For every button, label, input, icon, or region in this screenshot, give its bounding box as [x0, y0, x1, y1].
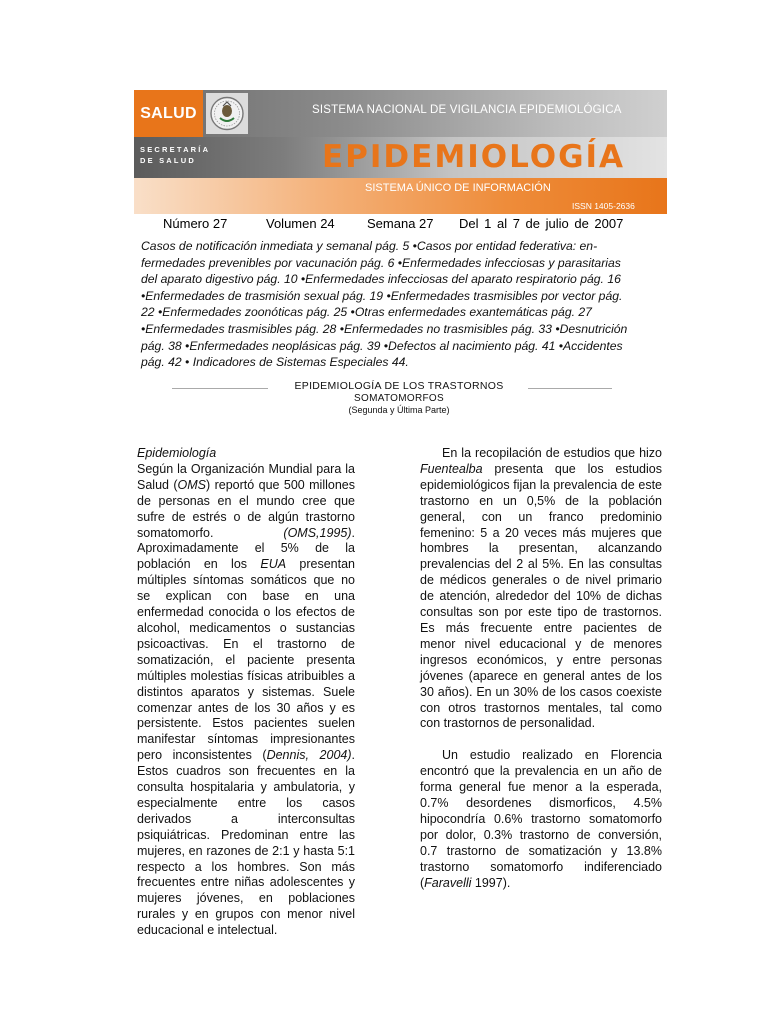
contents-summary — [141, 238, 661, 371]
section-heading: Epidemiología — [137, 446, 217, 460]
issn-label: ISSN 1405-2636 — [572, 201, 635, 211]
text-run: Un estudio realizado en Florencia encontró que la prevalencia en un año de forma general fue menor a la esperada, 0.7% desordenes dismorficos, 4.5% hipocondría 0.6% trastorno somatomorfo por dolor, 0.3% trastorno de conversión, 0.7 trastorno de somatización y 13.8% trastorno somatomorfo indiferenciado ( — [420, 748, 662, 890]
system-name: SISTEMA NACIONAL DE VIGILANCIA EPIDEMIOLÓGICA — [312, 104, 622, 116]
body-column-right — [420, 446, 662, 891]
summary-line: fermedades prevenibles por vacunación pág. 6 •Enfermedades infecciosas y parasitarias — [141, 255, 621, 270]
subsystem-name: SISTEMA ÚNICO DE INFORMACIÓN — [365, 182, 551, 194]
citation: Fuentealba — [420, 461, 483, 476]
text-run: . Estos cuadros son frecuentes en la consulta hospitalaria y ambulatoria, y especialmente entre los casos derivados a interconsultas psiquiátricas. Predominan entre las mujeres, en razones de 2:1 y hasta 5:1 respecto a los hombres. Son más frecuentes entre niñas adolescentes y mujeres jóvenes, en poblaciones rurales y en grupos con menor nivel educacional e intelectual. — [137, 748, 356, 938]
issue-week: Semana 27 — [367, 216, 434, 231]
body-paragraph — [420, 446, 662, 732]
issue-number: Número 27 — [163, 216, 228, 231]
citation: (OMS,1995) — [283, 525, 352, 540]
text-run: presenta que los estudios epidemiológicos fijan la prevalencia de este trastorno en un 0,5% de la población general, con un franco predominio femenino: 5 a 20 veces más mujeres que hombres la presentan, alcanzando prevalencias del 2 al 5%. En las consultas de médicos generales o de nivel primario de atención, alrededor del 10% de dichas consultas son por este tipo de trastornos. Es más frecuente entre pacientes de menor nivel educacional y de menores ingresos económicos, y entre personas jóvenes (aparece en general antes de los 30 años). En un 30% de los casos coexiste con otros trastornos mentales, tal como con trastornos de personalidad. — [420, 461, 662, 731]
citation: Dennis, 2004) — [266, 748, 352, 763]
citation: Faravelli — [424, 875, 472, 890]
summary-line: Casos de notificación inmediata y semanal pág. 5 •Casos por entidad federativa: en- — [141, 239, 598, 253]
text-run: 1997). — [471, 875, 511, 890]
summary-line: •Enfermedades de trasmisión sexual pág. 19 •Enfermedades trasmisibles por vector pág. — [141, 288, 623, 303]
title-rule-right — [528, 388, 612, 389]
banner-middle-bar — [134, 137, 667, 178]
article-title: EPIDEMIOLOGÍA DE LOS TRASTORNOS — [294, 380, 504, 392]
text-run: Según la Organización Mundial para la Salud ( — [137, 461, 355, 492]
summary-line: •Enfermedades trasmisibles pág. 28 •Enfermedades no trasmisibles pág. 33 •Desnutrición — [141, 321, 628, 336]
issue-date: Del 1 al 7 de julio de 2007 — [459, 216, 624, 231]
title-rule-left — [172, 388, 268, 389]
secretaria-line-2: DE SALUD — [140, 156, 196, 165]
text-run: presentan múltiples síntomas somáticos que no se explican con base en una enfermedad conocida o los efectos de alcohol, medicamentos o sustancias psicoactivas. En el trastorno de somatización, el paciente presenta múltiples molestias físicas atribuibles a distintos aparatos y sistemas. Suele comenzar antes de los 30 años y es persistente. Estos pacientes suelen manifestar síntomas impresionantes pero inconsistentes ( — [137, 557, 355, 763]
banner-top-bar — [134, 90, 667, 137]
summary-line: del aparato digestivo pág. 10 •Enfermedades infecciosas del aparato respiratorio pág. 16 — [141, 272, 621, 287]
header-banner — [134, 90, 667, 214]
summary-line: pág. 38 •Enfermedades neoplásicas pág. 39 •Defectos al nacimiento pág. 41 •Accidentes — [141, 338, 623, 353]
summary-line: 22 •Enfermedades zoonóticas pág. 25 •Otras enfermedades exantemáticas pág. 27 — [141, 305, 592, 320]
secretaria-line-1: SECRETARÍA — [140, 145, 211, 154]
banner-bottom-bar — [134, 178, 667, 214]
text-run-italic: EUA — [260, 557, 287, 572]
issue-volume: Volumen 24 — [266, 216, 335, 231]
national-seal-icon — [206, 93, 248, 134]
body-column-left — [137, 446, 355, 939]
publication-title: EPIDEMIOLOGÍA — [322, 139, 626, 175]
summary-line: pág. 42 • Indicadores de Sistemas Especiales 44. — [141, 355, 409, 370]
article-title-line-2: SOMATOMORFOS — [354, 393, 444, 404]
body-paragraph — [420, 748, 662, 891]
article-subtitle: (Segunda y Última Parte) — [348, 405, 450, 415]
text-run: . Aproximadamente el 5% de la población en los — [137, 525, 355, 572]
body-paragraph — [137, 462, 355, 939]
salud-logo: SALUD — [134, 90, 203, 137]
text-run: ) reportó que 500 millones de personas en el mundo cree que sufre de estrés o de algún trastorno somatomorfo. — [137, 477, 355, 540]
text-run: En la recopilación de estudios que hizo — [442, 446, 662, 460]
text-run-italic: OMS — [177, 477, 207, 492]
secretaria-label — [140, 144, 210, 166]
